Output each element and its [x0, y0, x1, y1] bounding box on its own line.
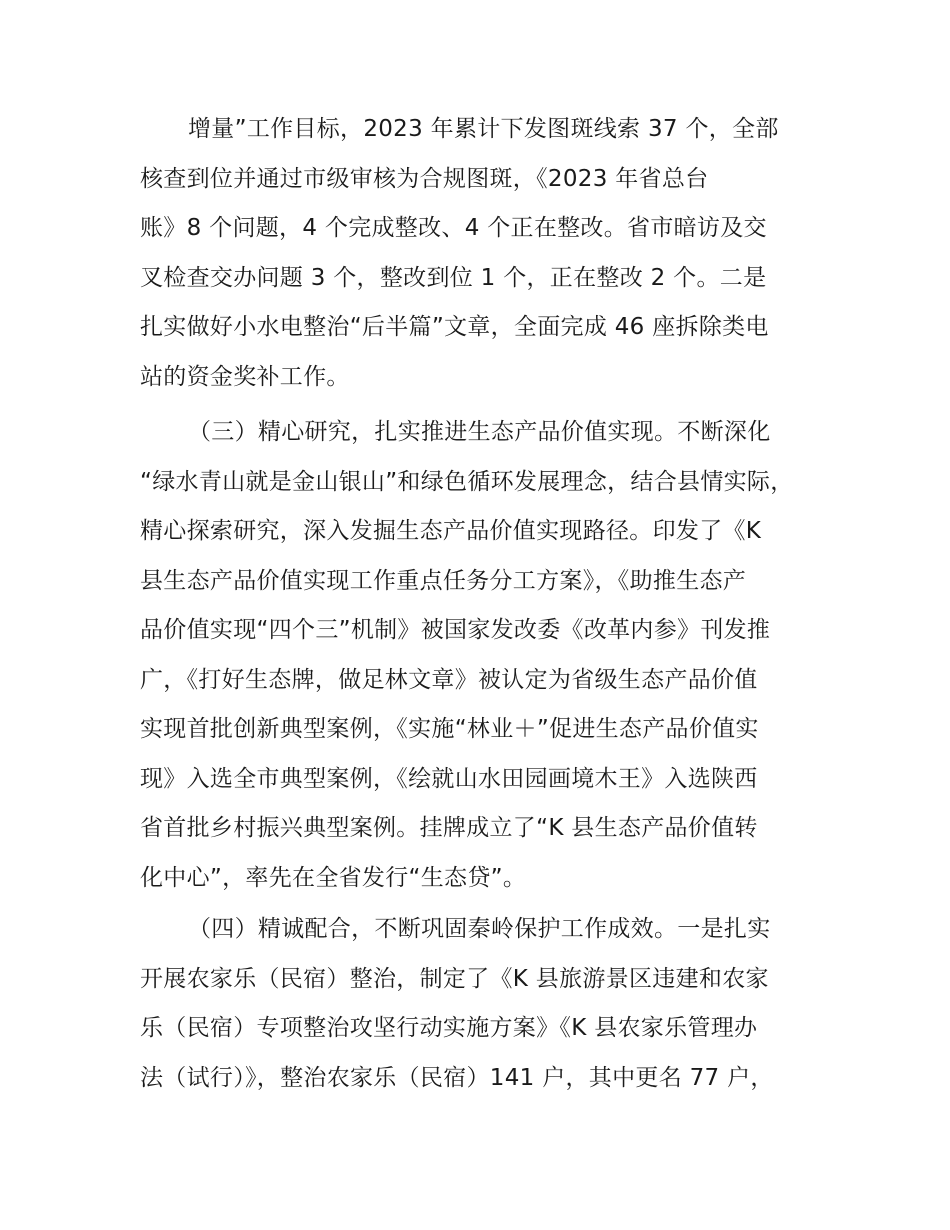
paragraph-line: “绿水青山就是金山银山”和绿色循环发展理念，结合县情实际，	[140, 468, 794, 495]
paragraph-3	[140, 905, 830, 1103]
document-body	[140, 105, 830, 1103]
paragraph-line: 开展农家乐（民宿）整治，制定了《K 县旅游景区违建和农家	[140, 965, 769, 992]
paragraph-line: 叉检查交办问题 3 个，整改到位 1 个，正在整改 2 个。二是	[140, 264, 767, 291]
paragraph-line: 法（试行）》，整治农家乐（民宿）141 户，其中更名 77 户，	[140, 1064, 774, 1091]
paragraph-line: 县生态产品价值实现工作重点任务分工方案》，《助推生态产	[140, 567, 747, 594]
section-heading-line: （四）精诚配合，不断巩固秦岭保护工作成效。一是扎实	[188, 916, 771, 942]
paragraph-line: 扎实做好小水电整治“后半篇”文章，全面完成 46 座拆除类电	[140, 314, 769, 340]
section-heading-line: （三）精心研究，扎实推进生态产品价值实现。不断深化	[188, 419, 771, 445]
paragraph-line: 站的资金奖补工作。	[140, 363, 350, 390]
paragraph-line: 实现首批创新典型案例，《实施“林业＋”促进生态产品价值实	[140, 716, 759, 742]
paragraph-line: 乐（民宿）专项整治攻坚行动实施方案》《K 县农家乐管理办	[140, 1015, 758, 1041]
paragraph-line: 品价值实现“四个三”机制》被国家发改委《改革内参》刊发推	[140, 617, 771, 643]
paragraph-line: 省首批乡村振兴典型案例。挂牌成立了“K 县生态产品价值转	[140, 815, 758, 841]
paragraph-line: 账》8 个问题，4 个完成整改、4 个正在整改。省市暗访及交	[140, 215, 767, 241]
paragraph-line: 增量”工作目标，2023 年累计下发图斑线索 37 个，全部	[188, 116, 779, 142]
paragraph-1	[140, 105, 830, 402]
paragraph-line: 化中心”，率先在全省发行“生态贷”。	[140, 864, 527, 891]
paragraph-line: 核查到位并通过市级审核为合规图斑，《2023 年省总台	[140, 165, 709, 192]
paragraph-line: 广，《打好生态牌，做足林文章》被认定为省级生态产品价值	[140, 666, 758, 693]
paragraph-line: 现》入选全市典型案例，《绘就山水田园画境木王》入选陕西	[140, 765, 758, 792]
paragraph-2	[140, 408, 830, 903]
paragraph-line: 精心探索研究，深入发掘生态产品价值实现路径。印发了《K	[140, 518, 762, 544]
